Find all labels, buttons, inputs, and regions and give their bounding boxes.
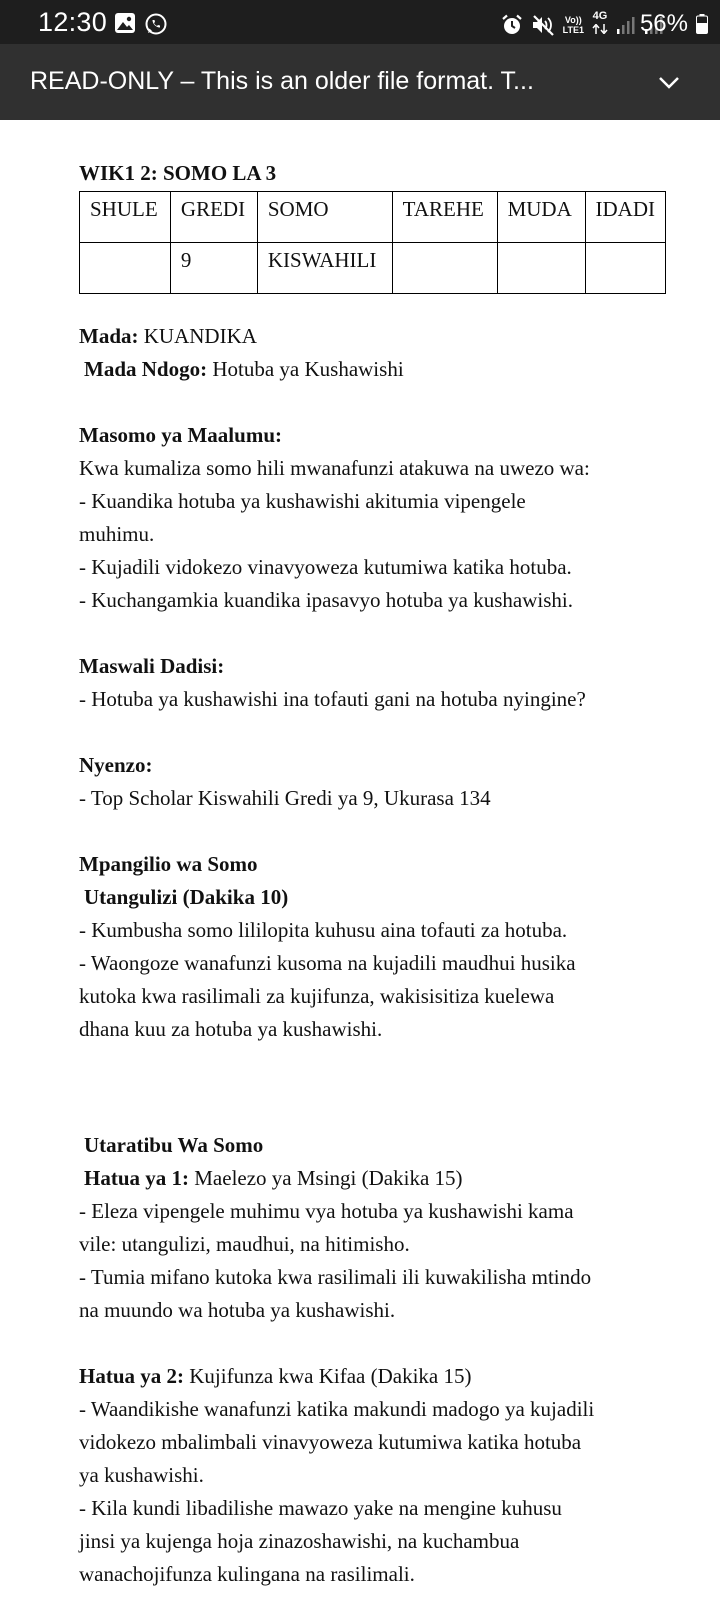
list-item: na muundo wa hotuba ya kushawishi. xyxy=(79,1298,396,1322)
table-header-cell: SOMO xyxy=(257,192,392,243)
list-item: - Waandikishe wanafunzi katika makundi madogo ya kujadili xyxy=(79,1397,595,1421)
list-item: ya kushawishi. xyxy=(79,1463,204,1487)
status-bar xyxy=(0,0,720,44)
list-item: muhimu. xyxy=(79,522,155,546)
table-cell: KISWAHILI xyxy=(257,243,392,294)
table-header-cell: SHULE xyxy=(80,192,171,243)
list-item: - Kumbusha somo lililopita kuhusu aina tofauti za hotuba. xyxy=(79,918,568,942)
hatua2-line: Hatua ya 2: Kujifunza kwa Kifaa (Dakika 15) xyxy=(79,1364,472,1388)
list-item: - Top Scholar Kiswahili Gredi ya 9, Ukurasa 134 xyxy=(79,786,491,810)
list-item: - Kuchangamkia kuandika ipasavyo hotuba ya kushawishi. xyxy=(79,588,573,612)
table-header-cell: MUDA xyxy=(497,192,585,243)
read-only-message: READ-ONLY – This is an older file format. T... xyxy=(30,67,534,95)
list-item: jinsi ya kujenga hoja zinazoshawishi, na kuchambua xyxy=(79,1529,520,1553)
table-cell xyxy=(497,243,585,294)
mada-ndogo-line: Mada Ndogo: Hotuba ya Kushawishi xyxy=(84,357,404,381)
notification-icons xyxy=(114,12,168,36)
table-cell xyxy=(585,243,665,294)
document-title: WIK1 2: SOMO LA 3 xyxy=(79,161,277,185)
battery-icon xyxy=(696,14,708,34)
gallery-icon xyxy=(114,12,136,34)
data-arrows-icon xyxy=(592,24,608,34)
whatsapp-icon xyxy=(144,12,168,36)
chevron-down-icon[interactable] xyxy=(658,72,680,92)
table-header-row xyxy=(80,192,666,243)
list-item: vidokezo mbalimbali vinavyoweza kutumiwa katika hotuba xyxy=(79,1430,582,1454)
list-item: kutoka kwa rasilimali za kujifunza, wakisisitiza kuelewa xyxy=(79,984,555,1008)
maswali-heading: Maswali Dadisi: xyxy=(79,654,225,678)
list-item: dhana kuu za hotuba ya kushawishi. xyxy=(79,1017,383,1041)
list-item: - Waongoze wanafunzi kusoma na kujadili maudhui husika xyxy=(79,951,576,975)
volte-indicator: Vo)) LTE1 xyxy=(562,15,584,35)
alarm-icon xyxy=(501,14,523,36)
status-time: 12:30 xyxy=(38,7,108,37)
list-item: - Kila kundi libadilishe mawazo yake na mengine kuhusu xyxy=(79,1496,562,1520)
masomo-heading: Masomo ya Maalumu: xyxy=(79,423,282,447)
battery-percentage: 56% xyxy=(639,10,688,37)
read-only-banner[interactable] xyxy=(0,44,720,120)
list-item: - Kujadili vidokezo vinavyoweza kutumiwa katika hotuba. xyxy=(79,555,572,579)
signal-icon-1 xyxy=(616,15,636,35)
table-cell xyxy=(80,243,171,294)
table-header-cell: GREDI xyxy=(170,192,257,243)
lesson-info-table xyxy=(79,191,666,294)
list-item: - Tumia mifano kutoka kwa rasilimali ili kuwakilisha mtindo xyxy=(79,1265,592,1289)
table-cell: 9 xyxy=(170,243,257,294)
hatua1-line: Hatua ya 1: Maelezo ya Msingi (Dakika 15) xyxy=(84,1166,463,1190)
table-row xyxy=(80,243,666,294)
list-item: - Eleza vipengele muhimu vya hotuba ya kushawishi kama xyxy=(79,1199,574,1223)
mpangilio-heading: Mpangilio wa Somo xyxy=(79,852,258,876)
document-body xyxy=(79,320,679,1591)
list-item: vile: utangulizi, maudhui, na hitimisho. xyxy=(79,1232,410,1256)
utaratibu-heading: Utaratibu Wa Somo xyxy=(84,1133,264,1157)
table-header-cell: IDADI xyxy=(585,192,665,243)
table-header-cell: TAREHE xyxy=(392,192,497,243)
masomo-intro: Kwa kumaliza somo hili mwanafunzi atakuwa na uwezo wa: xyxy=(79,456,590,480)
list-item: - Hotuba ya kushawishi ina tofauti gani na hotuba nyingine? xyxy=(79,687,586,711)
list-item: - Kuandika hotuba ya kushawishi akitumia vipengele xyxy=(79,489,526,513)
nyenzo-heading: Nyenzo: xyxy=(79,753,153,777)
utangulizi-heading: Utangulizi (Dakika 10) xyxy=(84,885,289,909)
mada-line: Mada: KUANDIKA xyxy=(79,324,257,348)
list-item: wanachojifunza kulingana na rasilimali. xyxy=(79,1562,415,1586)
table-cell xyxy=(392,243,497,294)
data-indicator: 4G xyxy=(592,11,608,39)
mute-icon xyxy=(531,14,555,36)
